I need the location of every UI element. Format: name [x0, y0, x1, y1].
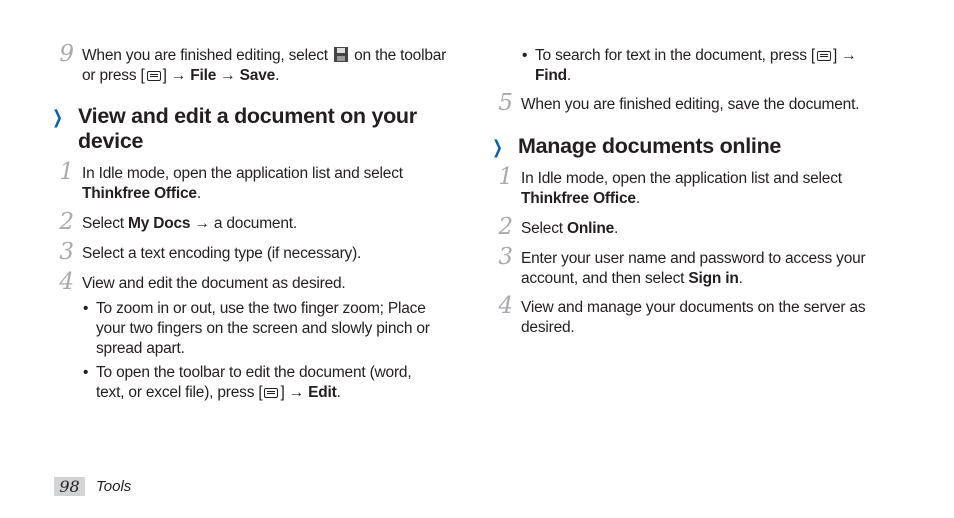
step-4: [59, 269, 472, 295]
step-number: 9: [59, 41, 74, 67]
step-1: [498, 164, 901, 209]
bullet-toolbar: • To open the toolbar to edit the document (word, text, or excel file), press [ ] → Edit.: [83, 364, 412, 401]
step-number: 5: [498, 90, 513, 116]
step-text: Enter your user name and password to access your account, and then select Sign in.: [521, 250, 866, 287]
step-4: [498, 293, 901, 338]
bullet-zoom: • To zoom in or out, use the two finger zoom; Place your two fingers on the screen and slowly pinch or spread apart.: [83, 300, 430, 357]
step-text: When you are finished editing, select on the toolbar or press [ ] → File → Save.: [82, 47, 447, 84]
menu-key-icon: [147, 71, 161, 81]
section-heading-view-edit: ❯ View and edit a document on your device: [52, 104, 417, 153]
step-number: 3: [498, 244, 513, 270]
save-icon: [334, 47, 348, 62]
bullet-search: • To search for text in the document, press [ ] → Find.: [522, 47, 857, 84]
step-2: [59, 209, 472, 235]
section-heading-manage-online: ❯ Manage documents online: [492, 134, 782, 158]
menu-key-icon: [817, 51, 831, 61]
bullet-icon: •: [83, 300, 89, 317]
page-number: 98: [54, 477, 85, 496]
step-number: 1: [498, 164, 513, 190]
step-number: 2: [59, 209, 74, 235]
step-number: 1: [59, 159, 74, 185]
bullet-icon: •: [522, 47, 528, 64]
step-3: [498, 244, 901, 289]
step-text: In Idle mode, open the application list and select Thinkfree Office.: [82, 165, 403, 202]
step-text: Select My Docs → a document.: [82, 215, 297, 232]
step-number: 2: [498, 214, 513, 240]
step-number: 4: [498, 293, 513, 319]
step-9: [59, 41, 472, 86]
step-1: [59, 159, 472, 204]
step-text: Select a text encoding type (if necessary).: [82, 245, 362, 262]
step-text: View and manage your documents on the server as desired.: [521, 299, 866, 336]
bullet-icon: •: [83, 364, 89, 381]
step-3: [59, 239, 472, 265]
step-text: When you are finished editing, save the document.: [521, 96, 860, 113]
section-label: Tools: [96, 478, 132, 495]
step-2: [498, 214, 901, 240]
step-number: 3: [59, 239, 74, 265]
chevron-icon: ❯: [492, 137, 503, 157]
step-text: Select Online.: [521, 220, 619, 237]
step-text: View and edit the document as desired.: [82, 275, 346, 292]
step-5: [498, 90, 901, 116]
step-text: In Idle mode, open the application list and select Thinkfree Office.: [521, 170, 842, 207]
step-number: 4: [59, 269, 74, 295]
chevron-icon: ❯: [52, 107, 63, 127]
menu-key-icon: [264, 388, 278, 398]
